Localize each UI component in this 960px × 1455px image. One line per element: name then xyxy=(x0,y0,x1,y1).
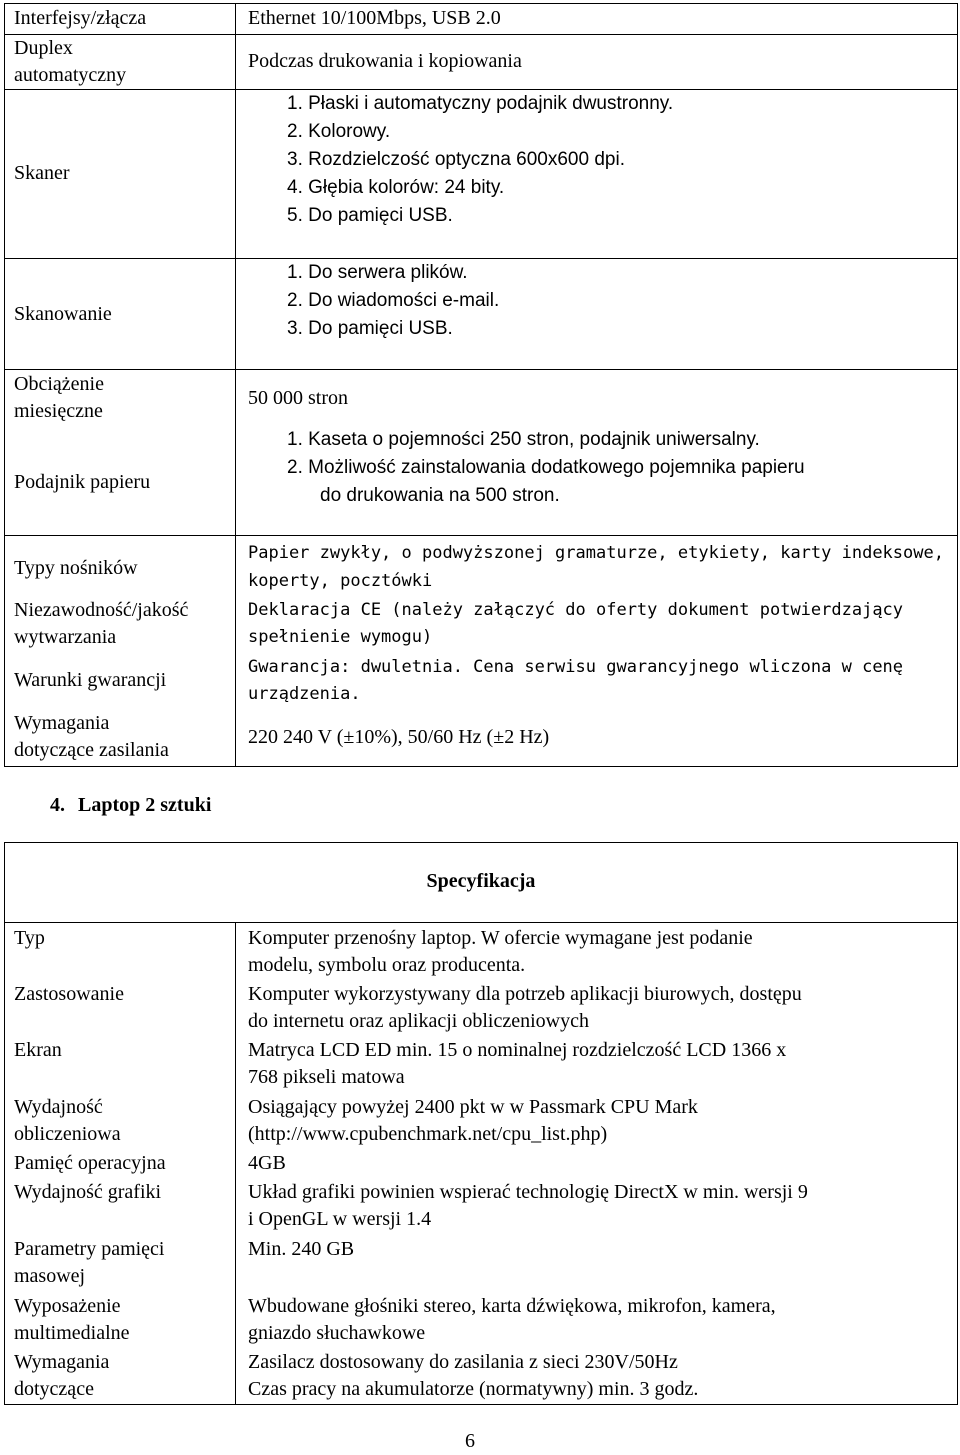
list-item: 1. Do serwera plików. xyxy=(287,262,468,283)
row-label: Skanowanie xyxy=(14,303,112,325)
list-item: 2. Do wiadomości e-mail. xyxy=(287,290,500,311)
row-value: 4GB xyxy=(248,1152,286,1174)
row-label: Wydajność xyxy=(14,1096,103,1118)
row-label: Pamięć operacyjna xyxy=(14,1152,166,1174)
row-label: Niezawodność/jakość xyxy=(14,599,189,621)
row-label: Wymagania xyxy=(14,712,110,734)
row-value: Komputer przenośny laptop. W ofercie wymagane jest podanie xyxy=(248,927,753,949)
row-value: koperty, pocztówki xyxy=(248,571,433,591)
row-label: Obciążenie xyxy=(14,373,104,395)
section-heading xyxy=(50,792,211,819)
row-label: wytwarzania xyxy=(14,626,117,648)
row-value: Matryca LCD ED min. 15 o nominalnej rozdzielczość LCD 1366 x xyxy=(248,1039,787,1061)
row-value: Układ grafiki powinien wspierać technologię DirectX w min. wersji 9 xyxy=(248,1181,808,1203)
row-label: miesięczne xyxy=(14,400,103,422)
row-label: Zastosowanie xyxy=(14,983,124,1005)
list-item: 3. Rozdzielczość optyczna 600x600 dpi. xyxy=(287,149,625,170)
row-value: gniazdo słuchawkowe xyxy=(248,1322,426,1344)
row-value: Osiągający powyżej 2400 pkt w w Passmark CPU Mark xyxy=(248,1096,698,1118)
row-value: Zasilacz dostosowany do zasilania z sieci 230V/50Hz xyxy=(248,1351,678,1373)
row-label: automatyczny xyxy=(14,64,127,86)
list-item: 5. Do pamięci USB. xyxy=(287,205,453,226)
table-header: Specyfikacja xyxy=(426,870,536,892)
list-item: do drukowania na 500 stron. xyxy=(320,485,560,506)
row-value: modelu, symbolu oraz producenta. xyxy=(248,954,526,976)
row-label: Ekran xyxy=(14,1039,62,1061)
list-item: 2. Kolorowy. xyxy=(287,121,391,142)
row-label: Parametry pamięci xyxy=(14,1238,165,1260)
row-value: 50 000 stron xyxy=(248,387,348,409)
row-label: Wydajność grafiki xyxy=(14,1181,162,1203)
page-number: 6 xyxy=(465,1430,475,1452)
row-value: Papier zwykły, o podwyższonej gramaturze, etykiety, karty indeksowe, xyxy=(248,543,944,563)
row-value: Min. 240 GB xyxy=(248,1238,355,1260)
row-value: do internetu oraz aplikacji obliczeniowych xyxy=(248,1010,589,1032)
row-label: Interfejsy/złącza xyxy=(14,7,147,29)
row-value: Czas pracy na akumulatorze (normatywny) min. 3 godz. xyxy=(248,1378,699,1400)
row-value: (http://www.cpubenchmark.net/cpu_list.php) xyxy=(248,1123,608,1145)
row-label: Warunki gwarancji xyxy=(14,669,167,691)
row-value: 768 pikseli matowa xyxy=(248,1066,405,1088)
row-value: urządzenia. xyxy=(248,684,361,704)
row-label: Wyposażenie xyxy=(14,1295,121,1317)
row-label: obliczeniowa xyxy=(14,1123,121,1145)
row-label: Duplex xyxy=(14,37,73,59)
row-label: masowej xyxy=(14,1265,86,1287)
list-item: 1. Płaski i automatyczny podajnik dwustronny. xyxy=(287,93,674,114)
row-value: 220 240 V (±10%), 50/60 Hz (±2 Hz) xyxy=(248,726,550,748)
row-value: i OpenGL w wersji 1.4 xyxy=(248,1208,432,1230)
row-value: Wbudowane głośniki stereo, karta dźwiękowa, mikrofon, kamera, xyxy=(248,1295,776,1317)
row-label: Podajnik papieru xyxy=(14,471,151,493)
row-value: Komputer wykorzystywany dla potrzeb aplikacji biurowych, dostępu xyxy=(248,983,802,1005)
row-label: dotyczące xyxy=(14,1378,94,1400)
row-value: Gwarancja: dwuletnia. Cena serwisu gwarancyjnego wliczona w cenę xyxy=(248,657,904,677)
row-value: spełnienie wymogu) xyxy=(248,627,433,647)
list-item: 3. Do pamięci USB. xyxy=(287,318,453,339)
row-label: dotyczące zasilania xyxy=(14,739,169,761)
row-label: Typ xyxy=(14,927,45,949)
row-value: Deklaracja CE (należy załączyć do oferty dokument potwierdzający xyxy=(248,600,904,620)
section-title: Laptop 2 sztuki xyxy=(78,794,212,816)
row-label: multimedialne xyxy=(14,1322,130,1344)
row-label: Wymagania xyxy=(14,1351,110,1373)
section-number: 4. xyxy=(50,794,65,816)
row-value: Podczas drukowania i kopiowania xyxy=(248,50,522,72)
row-value: Ethernet 10/100Mbps, USB 2.0 xyxy=(248,7,501,29)
row-label: Typy nośników xyxy=(14,557,138,579)
list-item: 4. Głębia kolorów: 24 bity. xyxy=(287,177,505,198)
row-label: Skaner xyxy=(14,162,70,184)
list-item: 1. Kaseta o pojemności 250 stron, podajnik uniwersalny. xyxy=(287,429,760,450)
list-item: 2. Możliwość zainstalowania dodatkowego pojemnika papieru xyxy=(287,457,805,478)
